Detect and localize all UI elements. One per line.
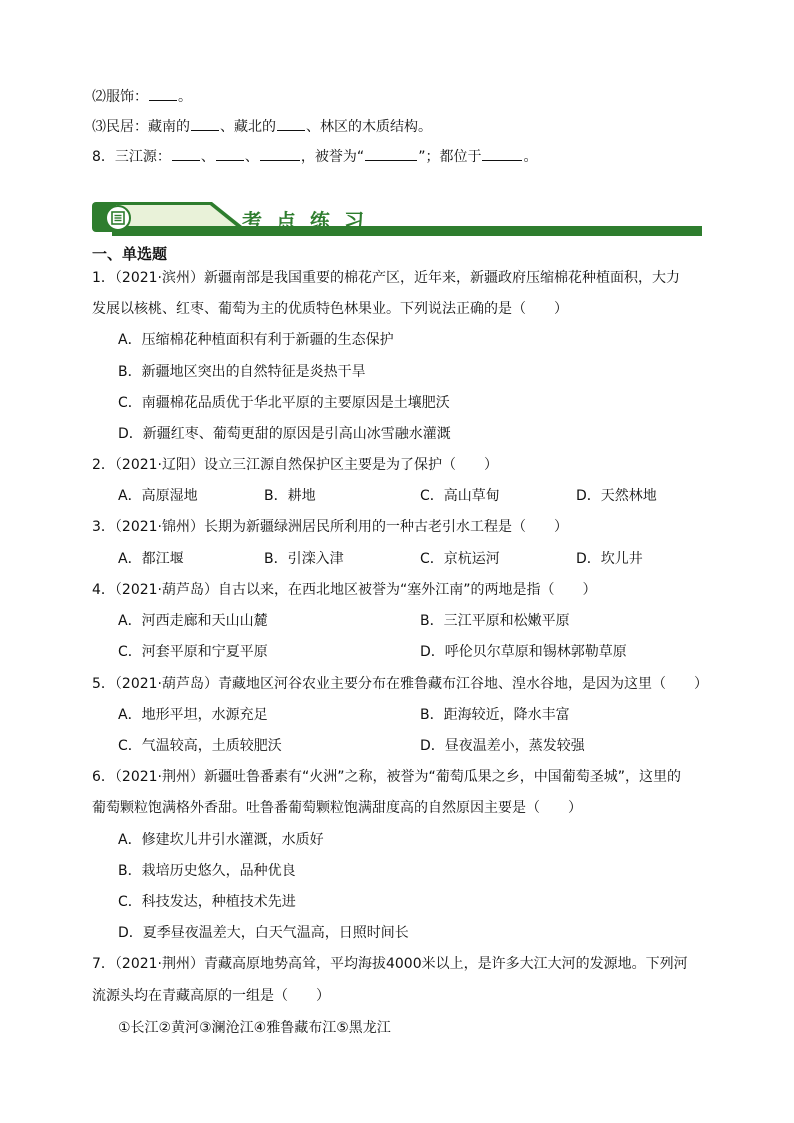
fill-line-clothing: ⑵服饰： 。 — [92, 85, 794, 107]
banner-graphic — [92, 202, 702, 238]
question-7-stem-line-1: 7．（2021·荆州）青藏高原地势高耸，平均海拔4000米以上，是许多大江大河的发源地。下列河 — [92, 956, 688, 972]
question-2-option-d[interactable]: D．天然林地 — [576, 488, 657, 504]
blank — [365, 145, 417, 161]
question-4-option-d[interactable]: D．呼伦贝尔草原和锡林郭勒草原 — [420, 644, 627, 660]
blank — [277, 115, 305, 131]
blank — [482, 145, 522, 161]
fill-line-sanjiangyuan: 8．三江源： 、 、 ，被誉为“ ”；都位于 。 — [92, 145, 794, 167]
question-1-stem-line-1: 1．（2021·滨州）新疆南部是我国重要的棉花产区，近年来，新疆政府压缩棉花种植面积，大力 — [92, 270, 680, 286]
question-3-stem: 3．（2021·锦州）长期为新疆绿洲居民所利用的一种古老引水工程是（ ） — [92, 519, 568, 535]
question-1-option-b[interactable]: B．新疆地区突出的自然特征是炎热干旱 — [118, 364, 366, 380]
question-5-option-a[interactable]: A．地形平坦，水源充足 — [118, 707, 268, 723]
question-7-stem-line-2: 流源头均在青藏高原的一组是（ ） — [92, 988, 330, 1004]
question-3-option-a[interactable]: A．都江堰 — [118, 551, 184, 567]
question-7-river-list: ①长江②黄河③澜沧江④雅鲁藏布江⑤黑龙江 — [118, 1020, 391, 1036]
blank — [260, 145, 300, 161]
question-5-stem: 5．（2021·葫芦岛）青藏地区河谷农业主要分布在雅鲁藏布江谷地、湟水谷地，是因为这里（ ） — [92, 676, 708, 692]
question-6-stem-line-2: 葡萄颗粒饱满格外香甜。吐鲁番葡萄颗粒饱满甜度高的自然原因主要是（ ） — [92, 800, 582, 816]
question-5-option-c[interactable]: C．气温较高，土质较肥沃 — [118, 738, 282, 754]
question-1-stem-line-2: 发展以核桃、红枣、葡萄为主的优质特色林果业。下列说法正确的是（ ） — [92, 301, 568, 317]
section-banner — [92, 202, 702, 238]
question-2-option-b[interactable]: B．耕地 — [264, 488, 316, 504]
numeral-three-icon — [106, 206, 130, 230]
question-1-option-d[interactable]: D．新疆红枣、葡萄更甜的原因是引高山冰雪融水灌溉 — [118, 426, 451, 442]
banner-title: 考点练习 — [242, 209, 378, 233]
question-6-option-b[interactable]: B．栽培历史悠久，品种优良 — [118, 863, 296, 879]
blank — [172, 145, 200, 161]
blank — [216, 145, 244, 161]
question-5-option-b[interactable]: B．距海较近，降水丰富 — [420, 707, 570, 723]
question-6-option-c[interactable]: C．科技发达，种植技术先进 — [118, 894, 296, 910]
section-title: 一、单选题 — [92, 245, 168, 263]
question-6-option-d[interactable]: D．夏季昼夜温差大，白天气温高，日照时间长 — [118, 925, 409, 941]
fill-line-dwellings: ⑶民居：藏南的 、藏北的 、林区的木质结构。 — [92, 115, 794, 137]
question-2-option-a[interactable]: A．高原湿地 — [118, 488, 198, 504]
question-3-option-d[interactable]: D．坎儿井 — [576, 551, 643, 567]
question-4-option-c[interactable]: C．河套平原和宁夏平原 — [118, 644, 268, 660]
question-5-option-d[interactable]: D．昼夜温差小，蒸发较强 — [420, 738, 585, 754]
question-4-option-a[interactable]: A．河西走廊和天山山麓 — [118, 613, 268, 629]
question-3-option-b[interactable]: B．引滦入津 — [264, 551, 344, 567]
question-6-option-a[interactable]: A．修建坎儿井引水灌溉，水质好 — [118, 832, 324, 848]
question-4-option-b[interactable]: B．三江平原和松嫩平原 — [420, 613, 570, 629]
question-1-option-a[interactable]: A．压缩棉花种植面积有利于新疆的生态保护 — [118, 332, 394, 348]
question-2-stem: 2．（2021·辽阳）设立三江源自然保护区主要是为了保护（ ） — [92, 457, 498, 473]
question-6-stem-line-1: 6．（2021·荆州）新疆吐鲁番素有“火洲”之称，被誉为“葡萄瓜果之乡，中国葡萄圣城”，这里的 — [92, 769, 681, 785]
question-2-option-c[interactable]: C．高山草甸 — [420, 488, 500, 504]
question-4-stem: 4．（2021·葫芦岛）自古以来，在西北地区被誉为“塞外江南”的两地是指（ ） — [92, 582, 597, 598]
question-1-option-c[interactable]: C．南疆棉花品质优于华北平原的主要原因是土壤肥沃 — [118, 395, 450, 411]
question-3-option-c[interactable]: C．京杭运河 — [420, 551, 500, 567]
blank — [149, 85, 177, 101]
blank — [191, 115, 219, 131]
